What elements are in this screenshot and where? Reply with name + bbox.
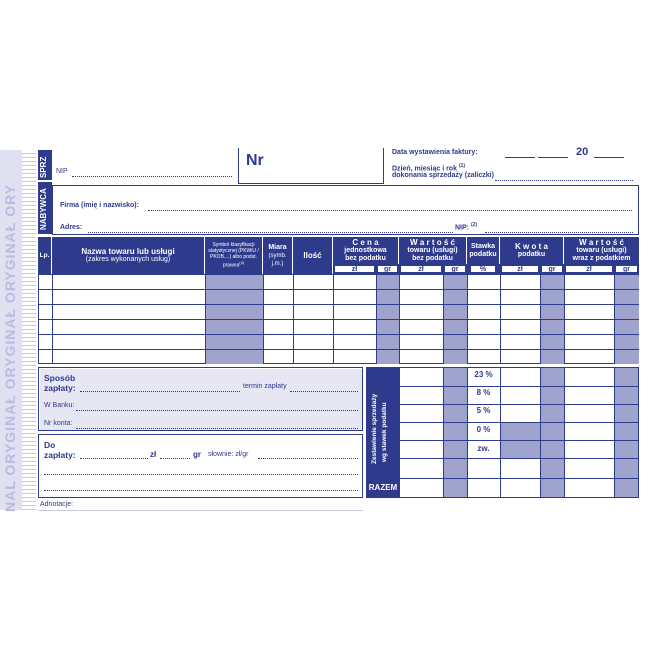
col-cena-sub2: bez podatku bbox=[345, 254, 386, 262]
col-kwota-header bbox=[500, 237, 564, 264]
col-kwota-sub: podatku bbox=[517, 250, 546, 258]
footer-annotations-label: Adnotacje: bbox=[40, 501, 74, 508]
seller-nip-line bbox=[72, 176, 232, 177]
wart-zl-label: zł bbox=[400, 265, 442, 273]
summary-rate-5: 5 % bbox=[476, 406, 491, 415]
seller-tag-text: SPRZ bbox=[39, 156, 48, 178]
buyer-tag-text: NABYWCA bbox=[39, 188, 48, 230]
col-wartosc2-header bbox=[564, 237, 639, 264]
to-pay-words-line bbox=[258, 458, 358, 459]
table-row-line bbox=[38, 334, 639, 335]
payment-term-line bbox=[290, 391, 358, 392]
stawka-pct-label: % bbox=[470, 265, 496, 273]
to-pay-zl-line bbox=[80, 458, 148, 459]
col-name-title: Nazwa towaru lub usługi bbox=[81, 246, 175, 256]
col-cena-header bbox=[333, 237, 399, 264]
col-stawka-title: Stawka bbox=[470, 242, 496, 250]
summary-row-line bbox=[399, 422, 639, 423]
seller-nip-label: NIP bbox=[56, 168, 68, 175]
to-pay-zaplaty-label: zapłaty: bbox=[44, 450, 76, 460]
to-pay-gr-label: gr bbox=[193, 450, 201, 459]
buyer-nip-text: NIP: bbox=[455, 224, 469, 232]
side-fine-print bbox=[22, 150, 36, 510]
payment-sposob-label: Sposób bbox=[44, 373, 76, 383]
buyer-firma-label: Firma (imię i nazwisko): bbox=[60, 202, 139, 209]
summary-vertical-label-2: wg stawek podatku bbox=[381, 402, 388, 462]
buyer-nip-label bbox=[455, 222, 477, 231]
sale-date-label-text: Dzień, miesiąc i rok bbox=[392, 165, 457, 173]
buyer-adres-label: Adres: bbox=[60, 224, 83, 231]
kwota-zl-label: zł bbox=[501, 265, 539, 273]
table-row-line bbox=[38, 319, 639, 320]
invoice-number-label: Nr bbox=[246, 152, 264, 169]
wart-gr-label: gr bbox=[444, 265, 466, 273]
col-wartosc-title: W a r t o ś ć bbox=[410, 237, 455, 247]
cena-gr-label: gr bbox=[377, 265, 398, 273]
summary-row-line bbox=[399, 404, 639, 405]
col-wartosc-header bbox=[399, 237, 467, 264]
table-row-line bbox=[38, 274, 639, 275]
buyer-firma-line bbox=[148, 210, 632, 211]
col-name-sub: (zakres wykonanych usług) bbox=[85, 255, 171, 263]
cena-zl-label: zł bbox=[334, 265, 375, 273]
date-issue-fields-2 bbox=[538, 149, 568, 158]
col-cena-title: C e n a bbox=[352, 237, 379, 247]
buyer-adres-line bbox=[88, 232, 453, 233]
to-pay-do-label: Do bbox=[44, 440, 56, 450]
col-cena-sub1: jednostkowa bbox=[344, 246, 387, 254]
payment-method-line bbox=[80, 391, 240, 392]
col-symbol-text: Symbol klasyfikacji statystycznej (PKWiU / PKOB....) albo podst. prawna bbox=[208, 242, 259, 269]
summary-vertical-label-1: Zestawienie sprzedaży bbox=[371, 393, 378, 464]
table-row-line bbox=[38, 289, 639, 290]
col-wartosc2-title: W a r t o ś ć bbox=[579, 237, 624, 247]
col-wartosc2-sub1: towaru (usługi) bbox=[576, 246, 627, 254]
col-stawka-header bbox=[467, 237, 500, 264]
col-stawka-sub: podatku bbox=[469, 250, 497, 258]
col-miara-title: Miara bbox=[268, 243, 287, 251]
payment-account-label: Nr konta: bbox=[44, 420, 73, 427]
date-year-field bbox=[594, 149, 624, 158]
payment-bank-line bbox=[76, 410, 358, 411]
sale-date-label bbox=[392, 163, 465, 172]
date-issue-fields bbox=[505, 149, 535, 158]
footer-line bbox=[38, 510, 363, 511]
summary-row-line bbox=[367, 478, 639, 479]
to-pay-words-line-2 bbox=[44, 474, 358, 475]
side-strip-text: NAL ORYGINAŁ ORYGINAŁ ORYGINAŁ ORY bbox=[2, 183, 18, 512]
sale-date-line bbox=[495, 180, 633, 181]
table-row-line bbox=[38, 304, 639, 305]
summary-row-line bbox=[399, 386, 639, 387]
to-pay-gr-line bbox=[160, 458, 190, 459]
payment-term-label: termin zapłaty bbox=[243, 383, 287, 390]
wart2-zl-label: zł bbox=[565, 265, 613, 273]
payment-box-shade bbox=[40, 369, 362, 430]
payment-bank-label: W Banku: bbox=[44, 402, 75, 409]
sale-date-label-2: dokonania sprzedaży (zaliczki) bbox=[392, 172, 494, 179]
col-wartosc2-sub2: wraz z podatkiem bbox=[572, 254, 631, 262]
col-miara-header bbox=[263, 237, 293, 274]
payment-account-line bbox=[76, 428, 358, 429]
col-name-header bbox=[52, 237, 205, 274]
col-kwota-title: K w o t a bbox=[515, 241, 548, 251]
to-pay-words-label: słownie: zł/gr bbox=[208, 451, 249, 458]
wart2-gr-label: gr bbox=[615, 265, 638, 273]
table-row-line bbox=[38, 349, 639, 350]
col-miara-sub: (symb. j.m.) bbox=[268, 252, 287, 267]
sale-date-sup: (1) bbox=[458, 163, 466, 169]
buyer-nip-sup: (2) bbox=[470, 222, 478, 228]
payment-zaplaty-label: zapłaty: bbox=[44, 383, 76, 393]
summary-rate-8: 8 % bbox=[476, 388, 491, 397]
col-symbol-header bbox=[205, 237, 263, 274]
to-pay-zl-label: zł bbox=[150, 450, 157, 459]
col-wartosc-sub2: bez podatku bbox=[412, 254, 453, 262]
col-symbol-sup: (4) bbox=[239, 260, 245, 266]
date-year-prefix: 20 bbox=[576, 146, 589, 158]
col-lp-header: Lp. bbox=[38, 237, 52, 274]
buyer-nip-line bbox=[485, 232, 633, 233]
to-pay-box bbox=[38, 434, 363, 498]
col-ilosc-header: Ilość bbox=[293, 237, 333, 274]
summary-rate-23: 23 % bbox=[474, 370, 493, 379]
summary-row-line bbox=[399, 458, 639, 459]
summary-rate-0: 0 % bbox=[476, 425, 491, 434]
kwota-gr-label: gr bbox=[541, 265, 563, 273]
to-pay-words-line-3 bbox=[44, 490, 358, 491]
summary-rate-zw: zw. bbox=[477, 444, 490, 453]
summary-row-line bbox=[399, 440, 639, 441]
date-issue-label: Data wystawienia faktury: bbox=[392, 149, 478, 156]
col-wartosc-sub1: towaru (usługi) bbox=[407, 246, 458, 254]
summary-razem-cell: RAZEM bbox=[367, 478, 399, 497]
